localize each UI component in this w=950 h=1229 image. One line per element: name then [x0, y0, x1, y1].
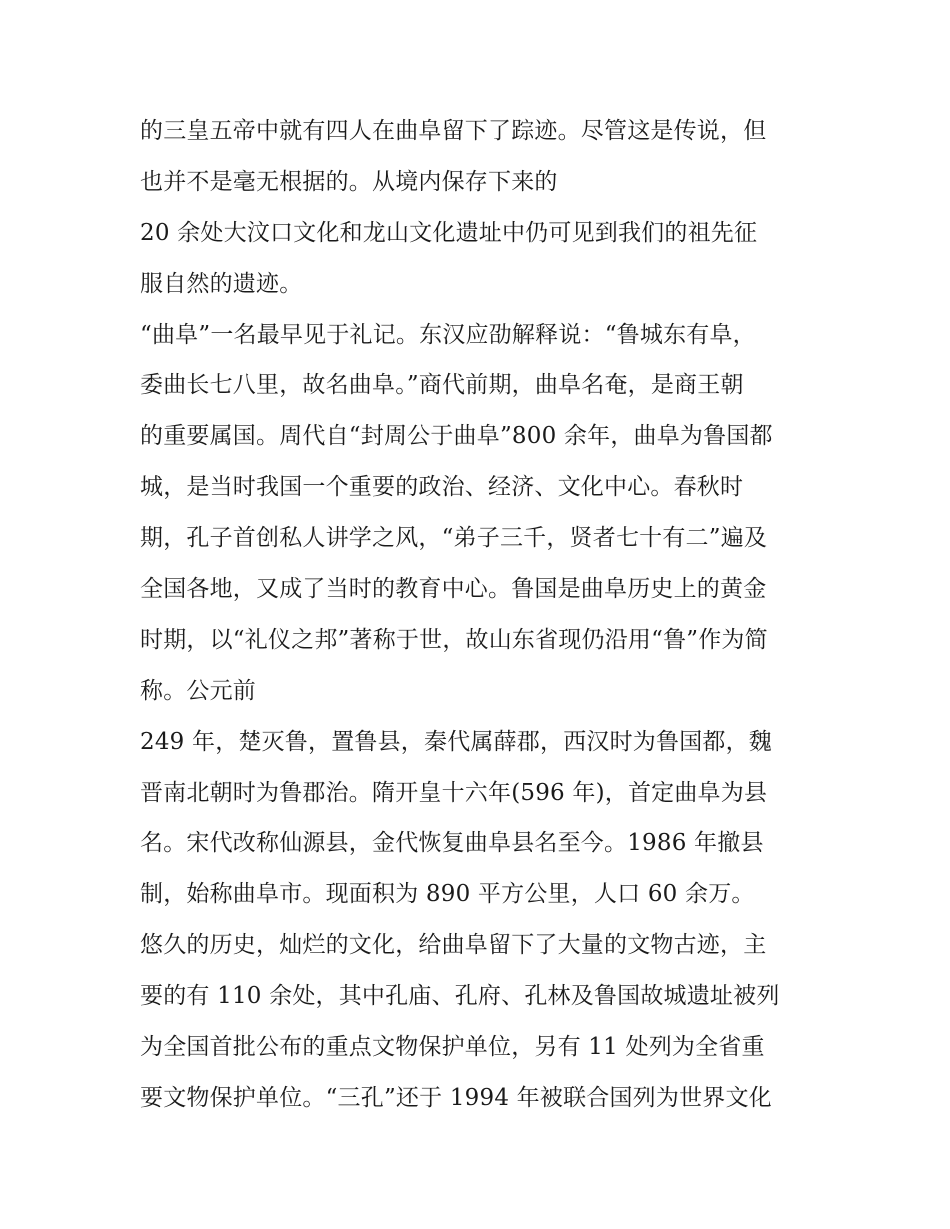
text-line: 名。宋代改称仙源县，金代恢复曲阜县名至今。1986 年撤县 — [140, 830, 764, 857]
body-text — [140, 106, 830, 1124]
text-line: 全国各地，又成了当时的教育中心。鲁国是曲阜历史上的黄金 — [140, 576, 767, 603]
text-line: 晋南北朝时为鲁郡治。隋开皇十六年(596 年)，首定曲阜为县 — [140, 779, 768, 806]
text-line: 要文物保护单位。“三孔”还于 1994 年被联合国列为世界文化 — [140, 1084, 772, 1111]
text-line: 时期，以“礼仪之邦”著称于世，故山东省现仍沿用“鲁”作为简 — [140, 626, 768, 653]
text-line: 服自然的遗迹。 — [140, 270, 303, 297]
text-line: 制，始称曲阜市。现面积为 890 平方公里，人口 60 余万。 — [140, 881, 755, 908]
text-line: 委曲长七八里，故名曲阜。”商代前期，曲阜名奄，是商王朝 — [140, 372, 744, 399]
text-line: 称。公元前 — [140, 677, 256, 704]
text-line: 要的有 110 余处，其中孔庙、孔府、孔林及鲁国故城遗址被列 — [140, 983, 780, 1010]
text-line: 的重要属国。周代自“封周公于曲阜”800 余年，曲阜为鲁国都 — [140, 423, 773, 450]
text-line: 249 年，楚灭鲁，置鲁县，秦代属薛郡，西汉时为鲁国都，魏 — [140, 728, 773, 755]
text-line: “曲阜”一名最早见于礼记。东汉应劭解释说：“鲁城东有阜， — [140, 321, 756, 348]
text-line: 城，是当时我国一个重要的政治、经济、文化中心。春秋时 — [140, 474, 744, 501]
text-line: 的三皇五帝中就有四人在曲阜留下了踪迹。尽管这是传说，但 — [140, 118, 767, 144]
text-line: 为全国首批公布的重点文物保护单位，另有 11 处列为全省重 — [140, 1034, 765, 1061]
text-line: 悠久的历史，灿烂的文化，给曲阜留下了大量的文物古迹，主 — [140, 932, 767, 959]
text-line: 期，孔子首创私人讲学之风，“弟子三千，贤者七十有二”遍及 — [140, 525, 768, 552]
text-line: 20 余处大汶口文化和龙山文化遗址中仍可见到我们的祖先征 — [140, 219, 758, 246]
text-line: 也并不是毫无根据的。从境内保存下来的 — [140, 168, 558, 195]
